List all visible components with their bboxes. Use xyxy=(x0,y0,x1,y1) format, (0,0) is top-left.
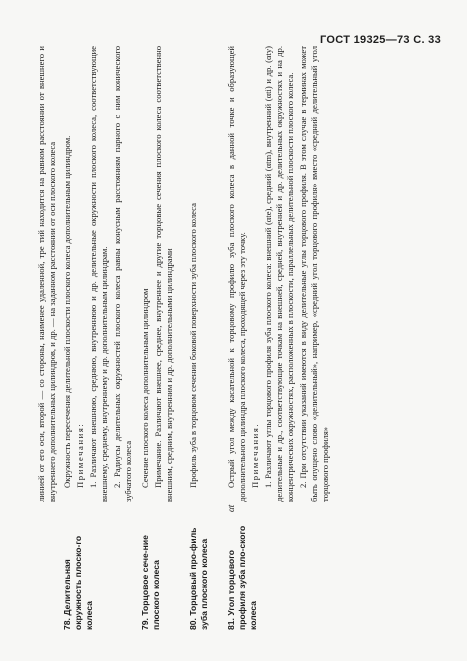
definition-79 xyxy=(140,46,177,502)
paragraph: Примечание. Различают внешнее, среднее, внутреннее и другие торцовые сечения плоского колеса соответственно внешним, средним, внутренним и др. дополнительными цилиндрами xyxy=(153,46,174,502)
term-81: 81. Угол торцового профиля зуба пло-ского колеса xyxy=(226,525,258,630)
term-80: 80. Торцовый про-филь зуба плоского колеса xyxy=(188,527,209,630)
rotated-content xyxy=(36,40,436,630)
top-fragment-text: линией от его оси, второй — со стороны, наименее удаленной, тре тий находится на равном расстоянии от внешнего и внутреннего дополнительных цилиндров, и др. — на заданном расстоянии от оси плоского колеса xyxy=(36,46,57,502)
paragraph: Острый угол между касательной к торцовому профилю зуба плоского колеса в данной точке и образующей дополнительного цилиндра плоского колеса, проходящей через эту точку. xyxy=(226,46,247,502)
paragraph: 1. Различают углы торцового профиля зуба плоского колеса: внешний (αte), средний (αtm), внутренний (αti) и др. (αty) делительные и др., соответствующие точкам на внешней, средней, внутренней и др. делительных окружностях и на др. концентрических окружностях, расположенных в плоскости, параллельных делительной плоскости плоского колеса. xyxy=(263,46,295,502)
paragraph: Профиль зуба в торцовом сечении боковой поверхности зуба плоского колеса xyxy=(188,203,198,488)
definition-80 xyxy=(188,46,201,502)
paragraph: 1. Различают внешнюю, среднюю, внутреннюю и др. делительные окружности плоского колеса, соответствующие внешнему, среднему, внутреннему и др. дополнительным цилиндрам. xyxy=(88,46,109,502)
paragraph: 2. При отсутствии указаний имеются в виду делительные углы торцового профиля. В этом случае в терминах может быть опущено слово «делительный», например, «средний угол торцового профиля» вместо «средний делительный угол торцового профиля» xyxy=(298,46,330,502)
term-78: 78. Делительная окружность плоско-го колеса xyxy=(62,535,94,630)
top-fragment xyxy=(36,46,60,502)
term-79: 79. Торцовое сече-ние плоского колеса xyxy=(140,535,161,630)
symbol-81: αt xyxy=(226,504,236,512)
paragraph: 2. Радиусы делительных окружностей плоского колеса равны конусным расстояниям парного с ним конического зубчатого колеса xyxy=(112,46,133,502)
definition-81 xyxy=(226,46,333,502)
paragraph: Примечания. xyxy=(250,422,260,488)
paragraph: Примечания: xyxy=(75,422,85,488)
page-header: ГОСТ 19325—73 С. 33 xyxy=(320,34,441,46)
paragraph: Сечение плоского колеса дополнительным цилиндром xyxy=(140,288,150,488)
paragraph: Окружность пересечения делительной плоскости плоского колеса дополнительным цилиндром. xyxy=(62,135,72,488)
definition-78 xyxy=(62,46,136,502)
